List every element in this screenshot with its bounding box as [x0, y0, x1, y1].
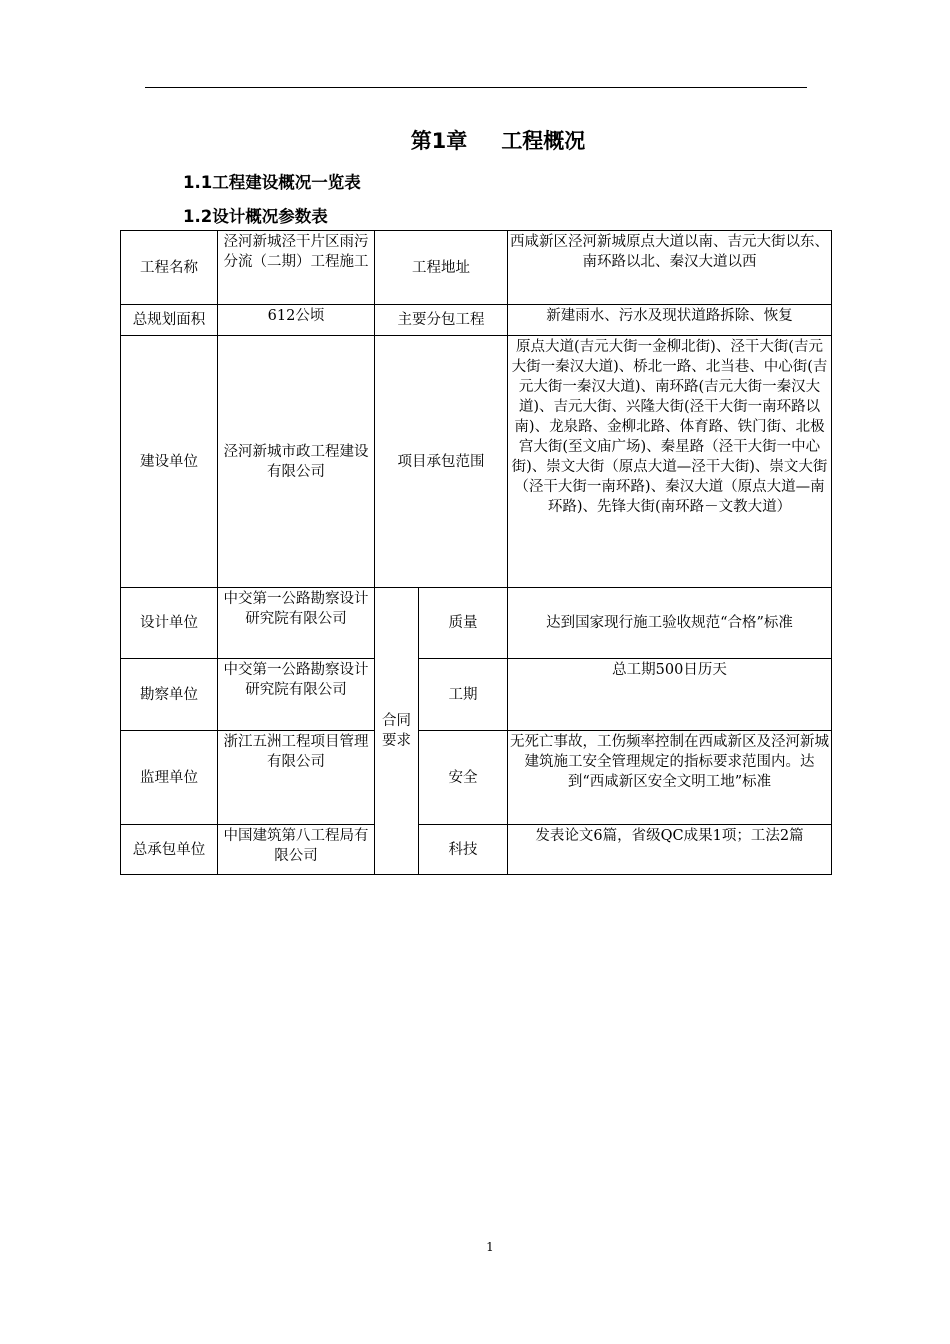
quality-value: 达到国家现行施工验收规范“合格”标准 [508, 588, 832, 659]
supervisor-value: 浙江五洲工程项目管理有限公司 [218, 731, 375, 825]
table-row [121, 231, 832, 305]
general-contractor-value: 中国建筑第八工程局有限公司 [218, 825, 375, 875]
quality-label: 质量 [419, 588, 508, 659]
area-value: 612公顷 [218, 305, 375, 336]
chapter-title [0, 125, 950, 155]
table-row [121, 305, 832, 336]
chapter-name: 工程概况 [501, 129, 586, 153]
safety-label: 安全 [419, 731, 508, 825]
address-value: 西咸新区泾河新城原点大道以南、吉元大街以东、南环路以北、秦汉大道以西 [508, 231, 832, 305]
duration-label: 工期 [419, 659, 508, 731]
section-heading-1-1: 1.1工程建设概况一览表 [183, 173, 361, 192]
supervisor-label: 监理单位 [121, 731, 218, 825]
scope-value: 原点大道(吉元大街一金柳北街)、泾干大街(吉元大街一秦汉大道)、桥北一路、北当巷、中心街(吉元大街一秦汉大道)、南环路(吉元大街一秦汉大道)、吉元大街、兴隆大街(泾干大街一南环路以南)、龙泉路、金柳北路、体育路、铁门街、北极宫大街(至文庙广场)、秦星路（泾干大街一中心街)、崇文大街（原点大道—泾干大街)、崇文大街（泾干大街一南环路)、秦汉大道（原点大道—南环路)、先锋大街(南环路－文教大道） [508, 336, 832, 588]
table-row [121, 659, 832, 731]
design-parameters-table [120, 230, 832, 875]
builder-value: 泾河新城市政工程建设有限公司 [218, 336, 375, 588]
table-row [121, 825, 832, 875]
scope-label: 项目承包范围 [375, 336, 508, 588]
designer-value: 中交第一公路勘察设计研究院有限公司 [218, 588, 375, 659]
surveyor-label: 勘察单位 [121, 659, 218, 731]
contract-requirements-label: 合同要求 [375, 588, 419, 875]
subcontract-label: 主要分包工程 [375, 305, 508, 336]
subcontract-value: 新建雨水、污水及现状道路拆除、恢复 [508, 305, 832, 336]
tech-label: 科技 [419, 825, 508, 875]
designer-label: 设计单位 [121, 588, 218, 659]
address-label: 工程地址 [375, 231, 508, 305]
safety-value: 无死亡事故，工伤频率控制在西咸新区及泾河新城建筑施工安全管理规定的指标要求范围内。达到“西咸新区安全文明工地”标准 [508, 731, 832, 825]
table-row [121, 588, 832, 659]
chapter-number: 第1章 [410, 129, 468, 153]
header-rule [145, 87, 807, 88]
tech-value: 发表论文6篇，省级QC成果1项；工法2篇 [508, 825, 832, 875]
page-number: 1 [486, 1240, 494, 1254]
duration-value: 总工期500日历天 [508, 659, 832, 731]
table-row [121, 336, 832, 588]
builder-label: 建设单位 [121, 336, 218, 588]
table-row [121, 731, 832, 825]
area-label: 总规划面积 [121, 305, 218, 336]
surveyor-value: 中交第一公路勘察设计研究院有限公司 [218, 659, 375, 731]
section-heading-1-2: 1.2设计概况参数表 [183, 207, 328, 226]
project-name-label: 工程名称 [121, 231, 218, 305]
project-name-value: 泾河新城泾干片区雨污分流（二期）工程施工 [218, 231, 375, 305]
general-contractor-label: 总承包单位 [121, 825, 218, 875]
